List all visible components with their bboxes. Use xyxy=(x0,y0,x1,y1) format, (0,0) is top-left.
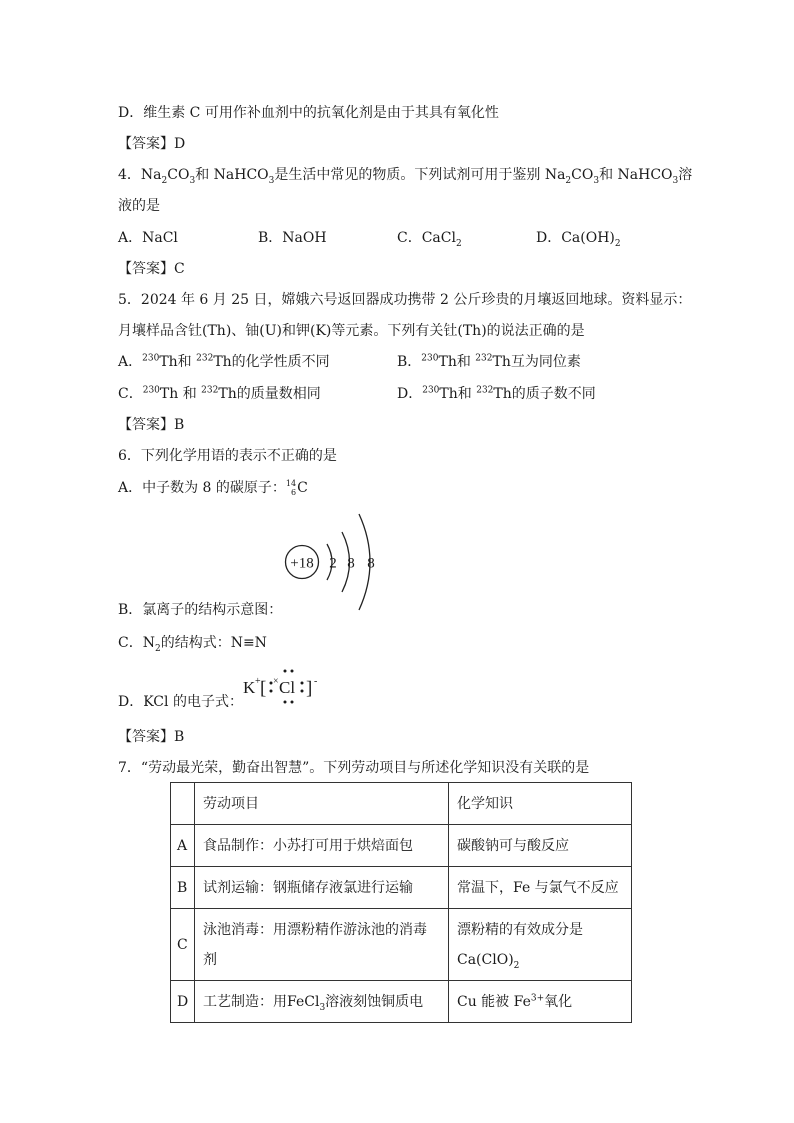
shell-electrons-2: 8 xyxy=(347,555,355,572)
shell-electrons-3: 8 xyxy=(367,555,375,572)
q4-option-a: A．NaCl xyxy=(118,230,178,246)
row-label: D xyxy=(171,981,195,1023)
chloride-ion-structure-diagram xyxy=(280,512,390,616)
q7-options-table xyxy=(170,782,632,1023)
table-row xyxy=(171,867,632,909)
labor-item: 工艺制造：用FeCl$_3$溶液刻蚀铜质电 xyxy=(195,981,449,1023)
kcl-electron-dot-formula xyxy=(240,664,330,708)
q5-stem-line2: 月壤样品含钍(Th)、铀(U)和钾(K)等元素。下列有关钍(Th)的说法正确的是 xyxy=(118,323,585,339)
q4-option-c: C．CaCl$_2$ xyxy=(397,230,462,249)
q3-answer: 【答案】D xyxy=(118,136,186,152)
q4-answer: 【答案】C xyxy=(118,261,185,277)
q5-stem-line1: 5．2024 年 6 月 25 日，嫦娥六号返回器成功携带 2 公斤珍贵的月壤返回地球。资料显示： xyxy=(118,292,692,308)
kcl-plus-charge: + xyxy=(255,676,261,687)
q4-stem-line1: 4．$Na_2CO_3$和 NaHCO$_3$是生活中常见的物质。下列试剂可用于鉴别 $Na_2CO_3$和 NaHCO$_3$溶 xyxy=(118,167,693,186)
kcl-cross: × xyxy=(273,676,279,687)
q5-option-a: A．$^{230}$Th和 $^{232}$Th的化学性质不同 xyxy=(118,353,330,370)
table-header-cell: 化学知识 xyxy=(449,783,632,825)
q3-option-d: D．维生素 C 可用作补血剂中的抗氧化剂是由于其具有氧化性 xyxy=(118,105,499,121)
row-label: C xyxy=(171,909,195,981)
labor-item: 泳池消毒：用漂粉精作游泳池的消毒 剂 xyxy=(195,909,449,981)
q5-option-d: D．$^{230}$Th和 $^{232}$Th的质子数不同 xyxy=(397,385,596,402)
chem-knowledge: Cu 能被 $Fe^{3+}$氧化 xyxy=(449,981,632,1023)
kcl-potassium: K xyxy=(243,678,256,697)
q4-option-d: D．$Ca(OH)_2$ xyxy=(536,230,621,249)
table-row xyxy=(171,981,632,1023)
q6-answer: 【答案】B xyxy=(118,729,185,745)
q6-stem: 6．下列化学用语的表示不正确的是 xyxy=(118,448,337,464)
chem-knowledge: 漂粉精的有效成分是 $Ca(ClO)_2$ xyxy=(449,909,632,981)
labor-item: 试剂运输：钢瓶储存液氯进行运输 xyxy=(195,867,449,909)
q5-option-b: B．$^{230}$Th和 $^{232}$Th互为同位素 xyxy=(397,353,581,370)
q6-option-a: A．中子数为 8 的碳原子： 14 6 C xyxy=(118,479,308,497)
q4-option-b: B．NaOH xyxy=(258,230,327,246)
row-label: A xyxy=(171,825,195,867)
q4-stem-line2: 液的是 xyxy=(118,198,160,214)
table-header-cell: 劳动项目 xyxy=(195,783,449,825)
kcl-minus-charge: - xyxy=(314,676,318,687)
table-row xyxy=(171,909,632,981)
shell-electrons-1: 2 xyxy=(329,555,337,572)
kcl-left-bracket: [ xyxy=(260,678,267,699)
table-header-row xyxy=(171,783,632,825)
q6-option-d: D．KCl 的电子式： xyxy=(118,694,243,710)
q6-option-c: C．$N_2$的结构式：N≡N xyxy=(118,635,267,654)
row-label: B xyxy=(171,867,195,909)
labor-item: 食品制作：小苏打可用于烘焙面包 xyxy=(195,825,449,867)
chem-knowledge: 碳酸钠可与酸反应 xyxy=(449,825,632,867)
kcl-chlorine: Cl xyxy=(279,678,296,697)
kcl-right-bracket: ] xyxy=(306,678,313,699)
table-row xyxy=(171,825,632,867)
q5-option-c: C．$^{230}$Th 和 $^{232}$Th的质量数相同 xyxy=(118,385,321,402)
table-header-cell xyxy=(171,783,195,825)
chem-knowledge: 常温下，Fe 与氯气不反应 xyxy=(449,867,632,909)
q6-option-b: B．氯离子的结构示意图： xyxy=(118,602,283,618)
q7-stem: 7．“劳动最光荣，勤奋出智慧”。下列劳动项目与所述化学知识没有关联的是 xyxy=(118,760,590,776)
nuclide-prefix: 14 6 xyxy=(285,479,297,497)
q5-answer: 【答案】B xyxy=(118,417,185,433)
nucleus-charge: +18 xyxy=(290,555,314,572)
